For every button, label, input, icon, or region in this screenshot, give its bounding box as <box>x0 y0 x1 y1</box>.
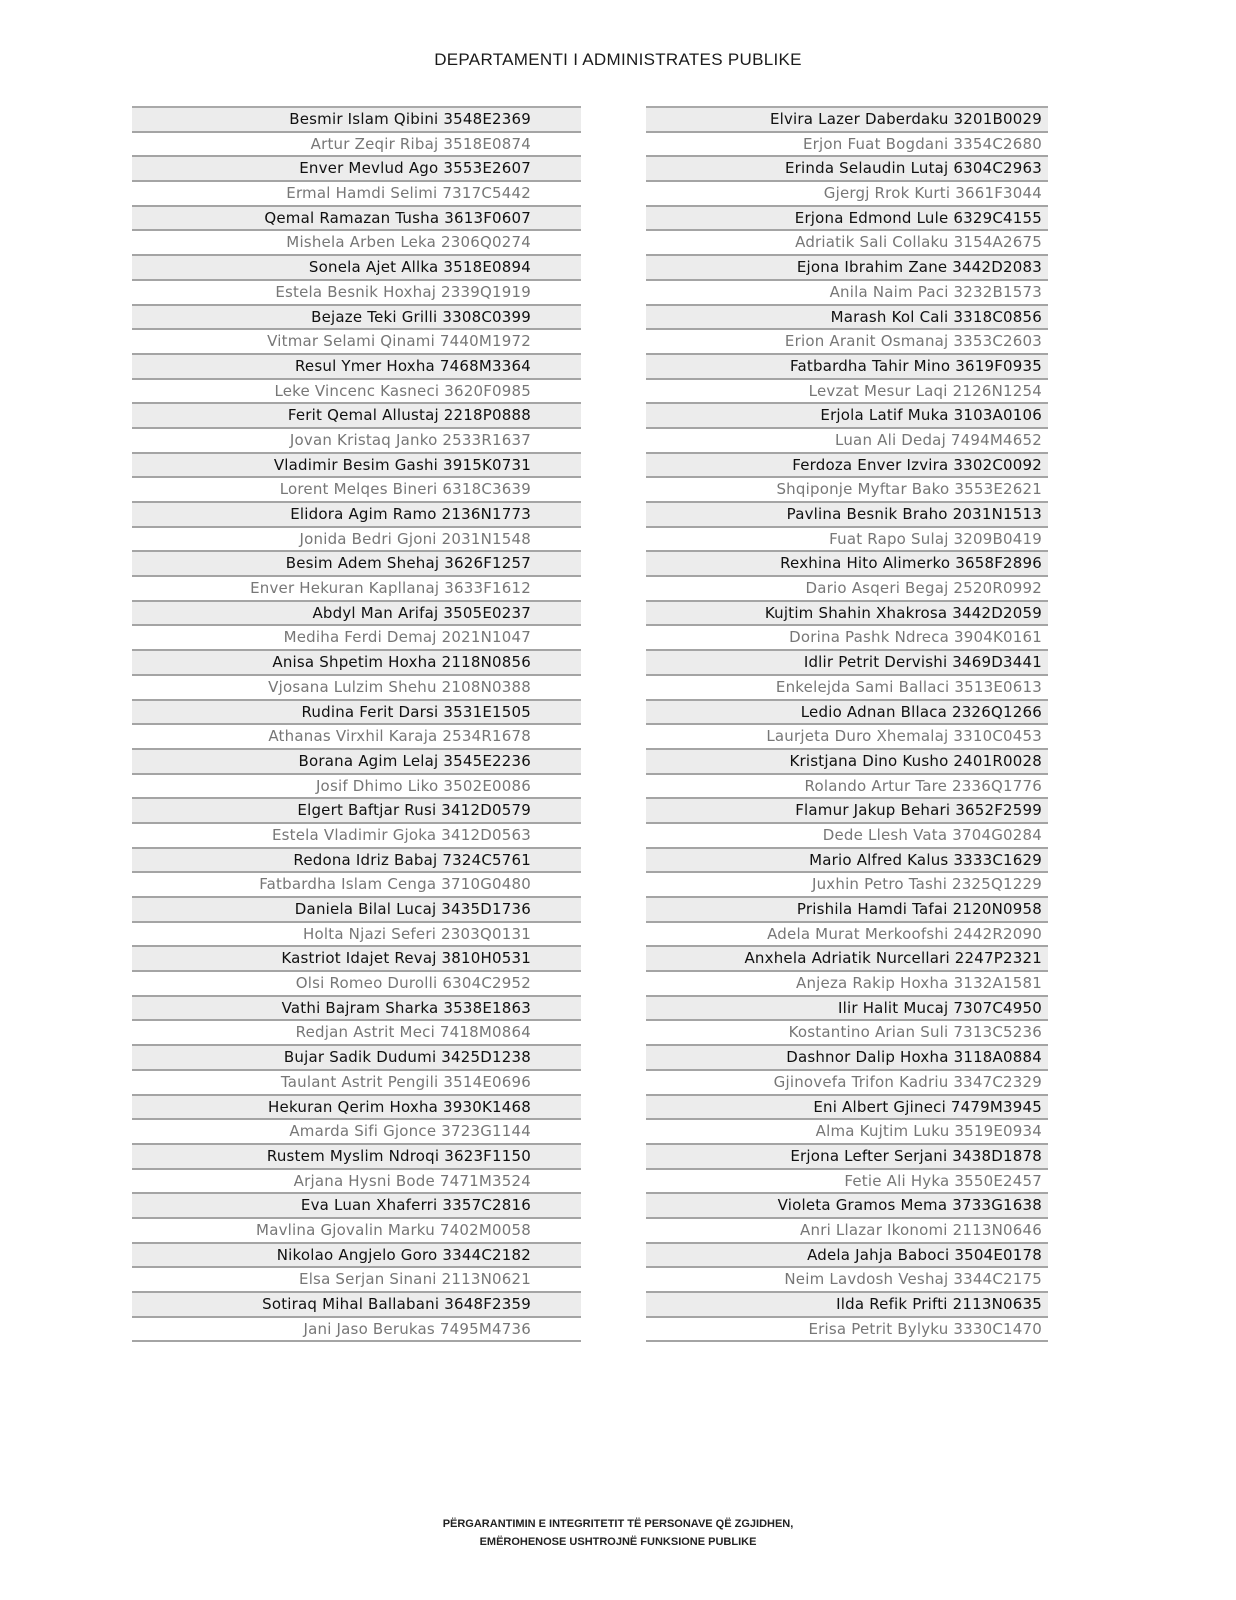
list-item: Dorina Pashk Ndreca 3904K0161 <box>646 626 1048 651</box>
list-item: Besmir Islam Qibini 3548E2369 <box>132 108 581 133</box>
list-item: Bujar Sadik Dudumi 3425D1238 <box>132 1046 581 1071</box>
list-item: Rustem Myslim Ndroqi 3623F1150 <box>132 1145 581 1170</box>
list-item: Ermal Hamdi Selimi 7317C5442 <box>132 182 581 207</box>
list-item: Adela Murat Merkoofshi 2442R2090 <box>646 923 1048 948</box>
list-item: Vjosana Lulzim Shehu 2108N0388 <box>132 676 581 701</box>
list-item: Redona Idriz Babaj 7324C5761 <box>132 849 581 874</box>
list-item: Mavlina Gjovalin Marku 7402M0058 <box>132 1219 581 1244</box>
list-item: Borana Agim Lelaj 3545E2236 <box>132 750 581 775</box>
list-item: Luan Ali Dedaj 7494M4652 <box>646 429 1048 454</box>
list-item: Idlir Petrit Dervishi 3469D3441 <box>646 651 1048 676</box>
list-item: Elvira Lazer Daberdaku 3201B0029 <box>646 108 1048 133</box>
list-item: Enkelejda Sami Ballaci 3513E0613 <box>646 676 1048 701</box>
list-item: Elsa Serjan Sinani 2113N0621 <box>132 1268 581 1293</box>
list-item: Erjola Latif Muka 3103A0106 <box>646 404 1048 429</box>
list-item: Leke Vincenc Kasneci 3620F0985 <box>132 380 581 405</box>
list-item: Erjona Lefter Serjani 3438D1878 <box>646 1145 1048 1170</box>
list-item: Rolando Artur Tare 2336Q1776 <box>646 775 1048 800</box>
list-item: Vladimir Besim Gashi 3915K0731 <box>132 454 581 479</box>
list-item: Flamur Jakup Behari 3652F2599 <box>646 799 1048 824</box>
list-item: Anxhela Adriatik Nurcellari 2247P2321 <box>646 947 1048 972</box>
list-item: Ferdoza Enver Izvira 3302C0092 <box>646 454 1048 479</box>
list-item: Enver Mevlud Ago 3553E2607 <box>132 157 581 182</box>
list-item: Taulant Astrit Pengili 3514E0696 <box>132 1071 581 1096</box>
list-item: Jonida Bedri Gjoni 2031N1548 <box>132 528 581 553</box>
list-item: Mediha Ferdi Demaj 2021N1047 <box>132 626 581 651</box>
footer-line-2: EMËROHENOSE USHTROJNË FUNKSIONE PUBLIKE <box>479 1536 757 1548</box>
list-item: Levzat Mesur Laqi 2126N1254 <box>646 380 1048 405</box>
list-item: Violeta Gramos Mema 3733G1638 <box>646 1194 1048 1219</box>
list-item: Arjana Hysni Bode 7471M3524 <box>132 1170 581 1195</box>
list-item: Kristjana Dino Kusho 2401R0028 <box>646 750 1048 775</box>
list-item: Prishila Hamdi Tafai 2120N0958 <box>646 898 1048 923</box>
list-item: Sonela Ajet Allka 3518E0894 <box>132 256 581 281</box>
list-item: Resul Ymer Hoxha 7468M3364 <box>132 355 581 380</box>
list-item: Pavlina Besnik Braho 2031N1513 <box>646 503 1048 528</box>
left-name-list <box>132 106 581 1342</box>
list-item: Laurjeta Duro Xhemalaj 3310C0453 <box>646 725 1048 750</box>
list-item: Gjergj Rrok Kurti 3661F3044 <box>646 182 1048 207</box>
list-item: Estela Besnik Hoxhaj 2339Q1919 <box>132 281 581 306</box>
list-item: Fuat Rapo Sulaj 3209B0419 <box>646 528 1048 553</box>
list-item: Ledio Adnan Bllaca 2326Q1266 <box>646 701 1048 726</box>
list-item: Hekuran Qerim Hoxha 3930K1468 <box>132 1096 581 1121</box>
list-item: Dashnor Dalip Hoxha 3118A0884 <box>646 1046 1048 1071</box>
list-item: Kastriot Idajet Revaj 3810H0531 <box>132 947 581 972</box>
list-item: Rexhina Hito Alimerko 3658F2896 <box>646 552 1048 577</box>
list-item: Gjinovefa Trifon Kadriu 3347C2329 <box>646 1071 1048 1096</box>
list-item: Dario Asqeri Begaj 2520R0992 <box>646 577 1048 602</box>
list-item: Estela Vladimir Gjoka 3412D0563 <box>132 824 581 849</box>
list-item: Ilir Halit Mucaj 7307C4950 <box>646 997 1048 1022</box>
list-item: Erjona Edmond Lule 6329C4155 <box>646 207 1048 232</box>
list-item: Sotiraq Mihal Ballabani 3648F2359 <box>132 1293 581 1318</box>
list-item: Olsi Romeo Durolli 6304C2952 <box>132 972 581 997</box>
list-item: Abdyl Man Arifaj 3505E0237 <box>132 602 581 627</box>
list-item: Fetie Ali Hyka 3550E2457 <box>646 1170 1048 1195</box>
list-item: Erinda Selaudin Lutaj 6304C2963 <box>646 157 1048 182</box>
list-item: Anri Llazar Ikonomi 2113N0646 <box>646 1219 1048 1244</box>
list-item: Elgert Baftjar Rusi 3412D0579 <box>132 799 581 824</box>
list-item: Juxhin Petro Tashi 2325Q1229 <box>646 873 1048 898</box>
list-item: Mishela Arben Leka 2306Q0274 <box>132 231 581 256</box>
list-item: Anisa Shpetim Hoxha 2118N0856 <box>132 651 581 676</box>
list-item: Besim Adem Shehaj 3626F1257 <box>132 552 581 577</box>
list-item: Neim Lavdosh Veshaj 3344C2175 <box>646 1268 1048 1293</box>
list-item: Alma Kujtim Luku 3519E0934 <box>646 1120 1048 1145</box>
list-item: Bejaze Teki Grilli 3308C0399 <box>132 306 581 331</box>
list-item: Ferit Qemal Allustaj 2218P0888 <box>132 404 581 429</box>
list-item: Eni Albert Gjineci 7479M3945 <box>646 1096 1048 1121</box>
list-item: Daniela Bilal Lucaj 3435D1736 <box>132 898 581 923</box>
list-item: Fatbardha Tahir Mino 3619F0935 <box>646 355 1048 380</box>
list-item: Elidora Agim Ramo 2136N1773 <box>132 503 581 528</box>
list-item: Adriatik Sali Collaku 3154A2675 <box>646 231 1048 256</box>
list-item: Qemal Ramazan Tusha 3613F0607 <box>132 207 581 232</box>
list-item: Jani Jaso Berukas 7495M4736 <box>132 1318 581 1343</box>
list-item: Vitmar Selami Qinami 7440M1972 <box>132 330 581 355</box>
list-item: Dede Llesh Vata 3704G0284 <box>646 824 1048 849</box>
page-title: DEPARTAMENTI I ADMINISTRATES PUBLIKE <box>434 50 802 69</box>
list-item: Erjon Fuat Bogdani 3354C2680 <box>646 133 1048 158</box>
list-item: Enver Hekuran Kapllanaj 3633F1612 <box>132 577 581 602</box>
right-name-list <box>646 106 1048 1342</box>
list-item: Vathi Bajram Sharka 3538E1863 <box>132 997 581 1022</box>
list-item: Holta Njazi Seferi 2303Q0131 <box>132 923 581 948</box>
list-item: Josif Dhimo Liko 3502E0086 <box>132 775 581 800</box>
list-item: Ejona Ibrahim Zane 3442D2083 <box>646 256 1048 281</box>
list-item: Nikolao Angjelo Goro 3344C2182 <box>132 1244 581 1269</box>
list-item: Artur Zeqir Ribaj 3518E0874 <box>132 133 581 158</box>
list-item: Anjeza Rakip Hoxha 3132A1581 <box>646 972 1048 997</box>
list-item: Mario Alfred Kalus 3333C1629 <box>646 849 1048 874</box>
list-item: Adela Jahja Baboci 3504E0178 <box>646 1244 1048 1269</box>
list-item: Fatbardha Islam Cenga 3710G0480 <box>132 873 581 898</box>
list-item: Athanas Virxhil Karaja 2534R1678 <box>132 725 581 750</box>
list-item: Shqiponje Myftar Bako 3553E2621 <box>646 478 1048 503</box>
page-footer <box>0 1515 1236 1551</box>
footer-line-1: PËRGARANTIMIN E INTEGRITETIT TË PERSONAVE QË ZGJIDHEN, <box>442 1518 794 1530</box>
list-item: Kujtim Shahin Xhakrosa 3442D2059 <box>646 602 1048 627</box>
list-item: Jovan Kristaq Janko 2533R1637 <box>132 429 581 454</box>
list-item: Redjan Astrit Meci 7418M0864 <box>132 1021 581 1046</box>
list-item: Lorent Melqes Bineri 6318C3639 <box>132 478 581 503</box>
list-item: Eva Luan Xhaferri 3357C2816 <box>132 1194 581 1219</box>
list-item: Amarda Sifi Gjonce 3723G1144 <box>132 1120 581 1145</box>
list-item: Ilda Refik Prifti 2113N0635 <box>646 1293 1048 1318</box>
list-item: Kostantino Arian Suli 7313C5236 <box>646 1021 1048 1046</box>
list-item: Erion Aranit Osmanaj 3353C2603 <box>646 330 1048 355</box>
list-item: Erisa Petrit Bylyku 3330C1470 <box>646 1318 1048 1343</box>
list-item: Marash Kol Cali 3318C0856 <box>646 306 1048 331</box>
list-item: Anila Naim Paci 3232B1573 <box>646 281 1048 306</box>
list-item: Rudina Ferit Darsi 3531E1505 <box>132 701 581 726</box>
